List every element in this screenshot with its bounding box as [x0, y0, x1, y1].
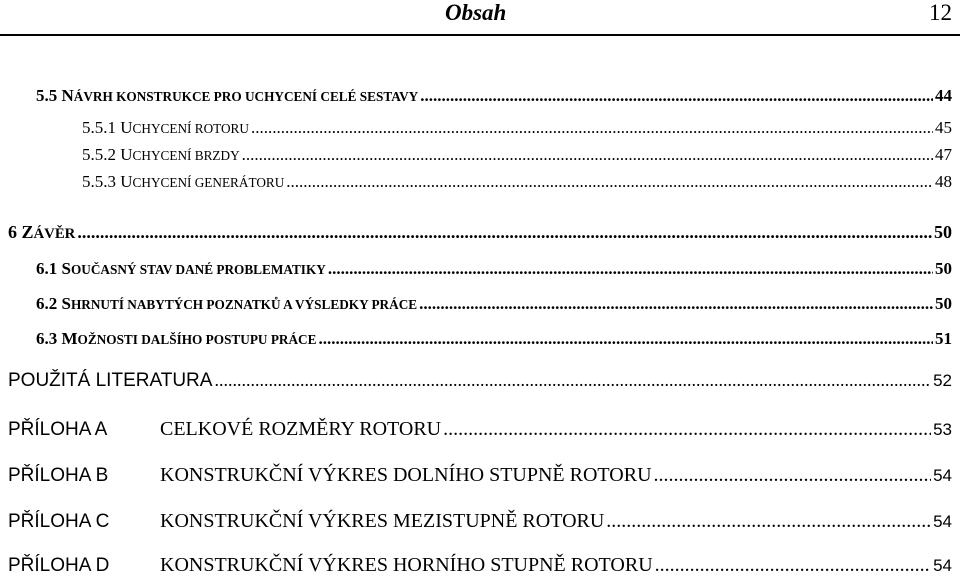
toc-label: UCHYCENÍ GENERÁTORU [120, 172, 285, 191]
toc-label: ZÁVĚR [21, 222, 76, 242]
toc-page: 52 [933, 371, 952, 390]
toc-entry-6-2[interactable] [36, 294, 952, 314]
toc-entry-5-5-2[interactable] [82, 145, 952, 165]
toc-label: MOŽNOSTI DALŠÍHO POSTUPU PRÁCE [61, 329, 317, 348]
toc-page: 44 [935, 86, 952, 105]
toc-entry-5-5[interactable] [36, 86, 952, 106]
toc-number: 6.3 [36, 329, 58, 348]
appendix-label: PŘÍLOHA D [8, 555, 110, 576]
appendix-label: PŘÍLOHA B [8, 465, 109, 486]
dot-leader [443, 418, 931, 441]
toc-label: NÁVRH KONSTRUKCE PRO UCHYCENÍ CELÉ SESTAVY [61, 86, 419, 105]
appendix-title: KONSTRUKČNÍ VÝKRES MEZISTUPNĚ ROTORU [160, 510, 605, 532]
toc-label: SHRNUTÍ NABYTÝCH POZNATKŮ A VÝSLEDKY PRÁCE [61, 294, 418, 313]
dot-leader [606, 510, 931, 533]
toc-entry-6[interactable] [8, 222, 952, 243]
dot-leader [286, 172, 933, 192]
toc-entry-5-5-3[interactable] [82, 172, 952, 192]
toc-label: SOUČASNÝ STAV DANÉ PROBLEMATIKY [61, 259, 326, 278]
toc-number: 5.5.2 [82, 145, 116, 164]
appendix-title: KONSTRUKČNÍ VÝKRES HORNÍHO STUPNĚ ROTORU [160, 554, 653, 576]
toc-number: 5.5.1 [82, 118, 116, 137]
header-rule [0, 34, 960, 36]
appendix-label: PŘÍLOHA A [8, 419, 108, 440]
dot-leader [251, 118, 933, 138]
toc-page: 54 [933, 512, 952, 531]
dot-leader [654, 464, 932, 487]
toc-page: 48 [935, 172, 952, 191]
toc-page: 54 [933, 466, 952, 485]
toc-entry-priloha-c[interactable] [8, 510, 952, 533]
appendix-label: PŘÍLOHA C [8, 511, 110, 532]
dot-leader [328, 259, 933, 279]
dot-leader [420, 86, 933, 106]
toc-label: UCHYCENÍ BRZDY [120, 145, 240, 164]
toc-page: 50 [934, 222, 952, 242]
dot-leader [77, 222, 932, 243]
dot-leader [655, 554, 931, 577]
page-title: Obsah [445, 0, 507, 25]
toc-entry-priloha-b[interactable] [8, 464, 952, 487]
toc-label: POUŽITÁ LITERATURA [8, 370, 213, 391]
dot-leader [214, 370, 931, 391]
dot-leader [318, 329, 933, 349]
appendix-title: KONSTRUKČNÍ VÝKRES DOLNÍHO STUPNĚ ROTORU [160, 464, 652, 486]
page-number: 12 [929, 0, 952, 25]
toc-page: 53 [933, 420, 952, 439]
appendix-title: CELKOVÉ ROZMĚRY ROTORU [160, 418, 442, 440]
toc-page: 51 [935, 329, 952, 348]
toc-entry-6-1[interactable] [36, 259, 952, 279]
toc-page: 47 [935, 145, 952, 164]
toc-entry-priloha-a[interactable] [8, 418, 952, 441]
toc-entry-5-5-1[interactable] [82, 118, 952, 138]
page-header [0, 0, 960, 36]
dot-leader [419, 294, 933, 314]
toc-number: 6.2 [36, 294, 58, 313]
toc-number: 6.1 [36, 259, 58, 278]
toc-entry-priloha-d[interactable] [8, 554, 952, 577]
toc-page: 50 [935, 294, 952, 313]
dot-leader [242, 145, 933, 165]
toc-page: 50 [935, 259, 952, 278]
toc-label: UCHYCENÍ ROTORU [120, 118, 249, 137]
toc-number: 6 [8, 222, 17, 242]
toc-number: 5.5.3 [82, 172, 116, 191]
toc-page: 45 [935, 118, 952, 137]
toc-page: 54 [933, 556, 952, 575]
toc-entry-literatura[interactable] [8, 370, 952, 392]
toc-number: 5.5 [36, 86, 58, 105]
toc-entry-6-3[interactable] [36, 329, 952, 349]
